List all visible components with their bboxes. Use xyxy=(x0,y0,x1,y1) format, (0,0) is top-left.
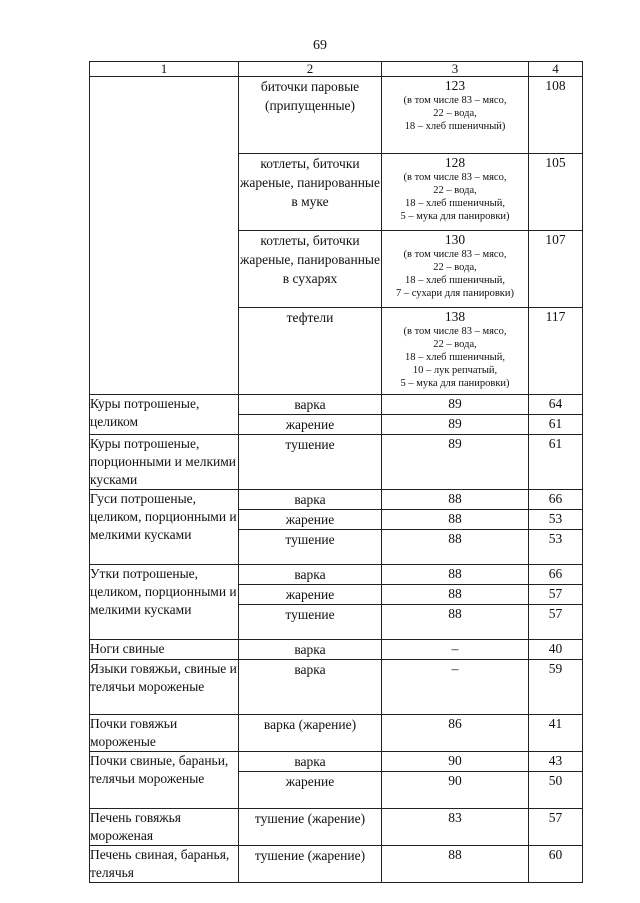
table-row xyxy=(90,809,583,846)
value-cell: 86 xyxy=(382,715,529,752)
method-cell: биточки паровые (припущенные) xyxy=(239,77,382,154)
yield-cell: 57 xyxy=(529,585,583,605)
method-cell: варка xyxy=(239,490,382,510)
yield-cell: 61 xyxy=(529,415,583,435)
product-cell: Печень свиная, баранья, телячья xyxy=(90,846,239,883)
yield-cell: 107 xyxy=(529,231,583,308)
yield-cell: 61 xyxy=(529,435,583,490)
value-cell: 88 xyxy=(382,585,529,605)
yield-cell: 43 xyxy=(529,752,583,772)
composition-line: (в том числе 83 – мясо, xyxy=(403,95,507,106)
method-cell: тушение (жарение) xyxy=(239,846,382,883)
value-cell: 88 xyxy=(382,510,529,530)
value-cell: 89 xyxy=(382,395,529,415)
product-cell: Языки говяжьи, свиные и телячьи мороженые xyxy=(90,660,239,715)
column-header-3: 3 xyxy=(382,62,529,77)
composition-line: 5 – мука для панировки) xyxy=(400,378,510,389)
product-cell: Гуси потрошеные, целиком, порционными и мелкими кусками xyxy=(90,490,239,565)
method-cell: варка (жарение) xyxy=(239,715,382,752)
norms-table xyxy=(89,61,583,883)
value-cell: – xyxy=(382,640,529,660)
yield-cell: 66 xyxy=(529,565,583,585)
table-row xyxy=(90,660,583,715)
value: 130 xyxy=(444,232,466,247)
value-cell: 88 xyxy=(382,530,529,565)
composition-line: 5 – мука для панировки) xyxy=(400,211,510,222)
yield-cell: 40 xyxy=(529,640,583,660)
method-cell: тушение (жарение) xyxy=(239,809,382,846)
value-cell: 90 xyxy=(382,752,529,772)
value-cell: 88 xyxy=(382,565,529,585)
product-cell: Утки потрошеные, целиком, порционными и мелкими кусками xyxy=(90,565,239,640)
value-cell: 88 xyxy=(382,846,529,883)
product-cell-empty xyxy=(90,77,239,395)
composition-line: 10 – лук репчатый, xyxy=(412,365,498,376)
table-header-row xyxy=(90,62,583,77)
product-cell: Почки свиные, бараньи, телячьи мороженые xyxy=(90,752,239,809)
composition-line: 18 – хлеб пшеничный, xyxy=(405,198,505,209)
table-row xyxy=(90,77,583,154)
value-cell xyxy=(382,308,529,395)
value-cell xyxy=(382,154,529,231)
value-cell: 88 xyxy=(382,490,529,510)
table-row xyxy=(90,395,583,415)
value: 138 xyxy=(444,309,466,324)
method-cell: котлеты, биточки жареные, панированные в муке xyxy=(239,154,382,231)
value-cell xyxy=(382,231,529,308)
value-cell: 89 xyxy=(382,435,529,490)
product-cell: Ноги свиные xyxy=(90,640,239,660)
method-cell: варка xyxy=(239,640,382,660)
value-cell xyxy=(382,77,529,154)
product-cell: Куры потрошеные, целиком xyxy=(90,395,239,435)
method-cell: варка xyxy=(239,660,382,715)
composition-line: (в том числе 83 – мясо, xyxy=(403,172,507,183)
composition-line: 22 – вода, xyxy=(433,262,477,273)
method-cell: тушение xyxy=(239,530,382,565)
yield-cell: 60 xyxy=(529,846,583,883)
composition-line: 22 – вода, xyxy=(433,339,477,350)
product-cell: Почки говяжьи мороженые xyxy=(90,715,239,752)
composition-line: 18 – хлеб пшеничный, xyxy=(405,352,505,363)
method-cell: жарение xyxy=(239,772,382,809)
yield-cell: 57 xyxy=(529,605,583,640)
composition-line: 22 – вода, xyxy=(433,185,477,196)
table-row xyxy=(90,846,583,883)
yield-cell: 117 xyxy=(529,308,583,395)
method-cell: варка xyxy=(239,752,382,772)
yield-cell: 108 xyxy=(529,77,583,154)
yield-cell: 59 xyxy=(529,660,583,715)
yield-cell: 53 xyxy=(529,530,583,565)
method-cell: варка xyxy=(239,565,382,585)
composition-line: 7 – сухари для панировки) xyxy=(395,288,515,299)
column-header-4: 4 xyxy=(529,62,583,77)
yield-cell: 64 xyxy=(529,395,583,415)
composition-line: 18 – хлеб пшеничный, xyxy=(405,275,505,286)
yield-cell: 105 xyxy=(529,154,583,231)
value: 128 xyxy=(444,155,466,170)
column-header-1: 1 xyxy=(90,62,239,77)
value-cell: 89 xyxy=(382,415,529,435)
table-row xyxy=(90,435,583,490)
page-number: 69 xyxy=(313,38,327,53)
composition-line: (в том числе 83 – мясо, xyxy=(403,326,507,337)
method-cell: котлеты, биточки жареные, панированные в сухарях xyxy=(239,231,382,308)
product-cell: Печень говяжья мороженая xyxy=(90,809,239,846)
value: 123 xyxy=(444,78,466,93)
method-cell: жарение xyxy=(239,510,382,530)
yield-cell: 50 xyxy=(529,772,583,809)
table-row xyxy=(90,490,583,510)
method-cell: жарение xyxy=(239,585,382,605)
yield-cell: 66 xyxy=(529,490,583,510)
method-cell: жарение xyxy=(239,415,382,435)
value-cell: 90 xyxy=(382,772,529,809)
composition-line: 22 – вода, xyxy=(433,108,477,119)
table-row xyxy=(90,565,583,585)
yield-cell: 57 xyxy=(529,809,583,846)
value-cell: 88 xyxy=(382,605,529,640)
value-cell: – xyxy=(382,660,529,715)
column-header-2: 2 xyxy=(239,62,382,77)
composition-line: (в том числе 83 – мясо, xyxy=(403,249,507,260)
value-cell: 83 xyxy=(382,809,529,846)
table-row xyxy=(90,715,583,752)
method-cell: варка xyxy=(239,395,382,415)
table-row xyxy=(90,752,583,772)
table-row xyxy=(90,640,583,660)
method-cell: тефтели xyxy=(239,308,382,395)
yield-cell: 53 xyxy=(529,510,583,530)
method-cell: тушение xyxy=(239,605,382,640)
composition-line: 18 – хлеб пшеничный) xyxy=(404,121,506,132)
yield-cell: 41 xyxy=(529,715,583,752)
method-cell: тушение xyxy=(239,435,382,490)
product-cell: Куры потрошеные, порционными и мелкими кусками xyxy=(90,435,239,490)
